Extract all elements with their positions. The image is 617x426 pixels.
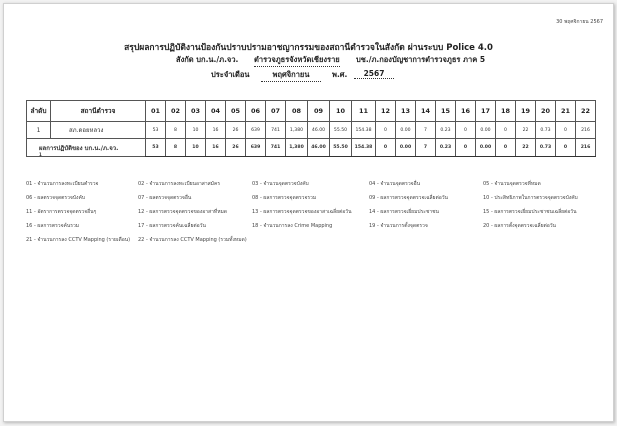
header-cell: 07 [266, 101, 286, 122]
table-cell: 55.50 [330, 122, 352, 139]
header-cell: 10 [330, 101, 352, 122]
table-cell: 46.00 [308, 122, 330, 139]
table-cell: 0.23 [436, 122, 456, 139]
table-cell: 0.00 [476, 139, 496, 157]
table-cell: 0 [556, 122, 576, 139]
table-cell: 0.73 [536, 139, 556, 157]
header-cell: 12 [376, 101, 396, 122]
header-cell: 09 [308, 101, 330, 122]
legend-item: 19 - จำนวนการตั้งจุดตรวจ [369, 223, 428, 229]
header-cell: 18 [496, 101, 516, 122]
year-label: พ.ศ. [332, 70, 348, 79]
header-cell: 04 [206, 101, 226, 122]
affiliation-label: สังกัด บก.น./ภ.จว. [176, 55, 239, 64]
summary-marker: 1 [39, 152, 42, 157]
legend-item: 18 - จำนวนการลง Crime Mapping [252, 223, 333, 229]
table-cell: 0.00 [396, 139, 416, 157]
report-page [3, 3, 614, 422]
header-cell: ลำดับ [27, 101, 51, 122]
table-cell: 22 [516, 122, 536, 139]
header-cell: 11 [352, 101, 376, 122]
month-label: ประจำเดือน [211, 70, 250, 79]
legend-item: 13 - ผลการตรวจจุดตรวจของอาสาเฉลี่ยต่อวัน [252, 209, 352, 215]
table-cell: 16 [206, 122, 226, 139]
legend-item: 16 - ผลการตรวจค้นรวม [26, 223, 80, 229]
affiliation-value: ตำรวจภูธรจังหวัดเชียงราย [254, 54, 340, 67]
results-table [26, 100, 596, 157]
table-cell: 55.50 [330, 139, 352, 157]
legend-item: 02 - จำนวนการลงทะเบียนอาสาสมัคร [138, 181, 221, 187]
report-title: สรุปผลการปฏิบัติงานป้องกันปราบปรามอาชญากรรมของสถานีตำรวจในสังกัด ผ่านระบบ Police 4.0 [124, 43, 493, 53]
header-cell: 13 [396, 101, 416, 122]
station-name: สภ.ดอยหลวง [51, 122, 146, 139]
table-cell: 0.00 [396, 122, 416, 139]
table-cell: 46.00 [308, 139, 330, 157]
table-cell: 7 [416, 139, 436, 157]
table-cell: 0.00 [476, 122, 496, 139]
table-cell: 22 [516, 139, 536, 157]
table-cell: 0 [556, 139, 576, 157]
header-cell: 20 [536, 101, 556, 122]
header-cell: 17 [476, 101, 496, 122]
header-cell: 16 [456, 101, 476, 122]
header-cell: 05 [226, 101, 246, 122]
legend-item: 22 - จำนวนการลง CCTV Mapping (รวมทั้งหมด) [138, 237, 247, 243]
table-cell: 53 [146, 139, 166, 157]
legend-item: 14 - ผลการตรวจเยี่ยมประชาชน [369, 209, 439, 215]
legend-item: 10 - ประสิทธิภาพในการตรวจจุดตรวจบังคับ [483, 195, 578, 201]
header-cell: 03 [186, 101, 206, 122]
table-cell: 26 [226, 122, 246, 139]
table-cell: 10 [186, 122, 206, 139]
table-cell: 10 [186, 139, 206, 157]
legend-item: 01 - จำนวนการลงทะเบียนตำรวจ [26, 181, 99, 187]
table-cell: 8 [166, 139, 186, 157]
table-cell: 0 [376, 139, 396, 157]
year-value: 2567 [354, 69, 394, 79]
summary-label [27, 139, 146, 157]
legend-item: 17 - ผลการตรวจค้นเฉลี่ยต่อวัน [138, 223, 206, 229]
table-cell: 0 [456, 139, 476, 157]
table-cell: 0 [496, 139, 516, 157]
header-cell: 06 [246, 101, 266, 122]
table-cell: 1,380 [286, 139, 308, 157]
row-number: 1 [27, 122, 51, 139]
table-cell: 0.73 [536, 122, 556, 139]
table-cell: 53 [146, 122, 166, 139]
header-cell: 14 [416, 101, 436, 122]
table-cell: 741 [266, 122, 286, 139]
legend-item: 03 - จำนวนจุดตรวจบังคับ [252, 181, 309, 187]
legend-item: 07 - ผลตรวจจุดตรวจอื่น [138, 195, 192, 201]
table-header-row [27, 101, 596, 122]
table-cell: 154.38 [352, 122, 376, 139]
table-cell: 7 [416, 122, 436, 139]
header-cell: 22 [576, 101, 596, 122]
legend-item: 05 - จำนวนจุดตรวจที่หมด [483, 181, 541, 187]
legend-item: 04 - จำนวนจุดตรวจอื่น [369, 181, 420, 187]
legend-item: 20 - ผลการตั้งจุดตรวจเฉลี่ยต่อวัน [483, 223, 556, 229]
table-cell: 16 [206, 139, 226, 157]
header-cell: 19 [516, 101, 536, 122]
report-date: 30 พฤศจิกายน 2567 [556, 19, 603, 25]
month-value: พฤศจิกายน [261, 69, 321, 82]
table-cell: 26 [226, 139, 246, 157]
legend-item: 08 - ผลการตรวจจุดตรวจรวม [252, 195, 317, 201]
table-cell: 0.23 [436, 139, 456, 157]
header-cell: 02 [166, 101, 186, 122]
summary-row [27, 139, 596, 157]
table-cell: 8 [166, 122, 186, 139]
table-row [27, 122, 596, 139]
header-cell: 01 [146, 101, 166, 122]
table-cell: 216 [576, 122, 596, 139]
header-cell: 15 [436, 101, 456, 122]
summary-label-text: ผลการปฏิบัติของ บก.น./ภ.จว. [39, 144, 119, 152]
table-cell: 1,380 [286, 122, 308, 139]
table-cell: 741 [266, 139, 286, 157]
bureau-label: บช./ภ.กองบัญชาการตำรวจภูธร ภาค 5 [356, 55, 486, 64]
table-cell: 216 [576, 139, 596, 157]
legend-item: 11 - อัตราการตรวจจุดตรวจอื่นๆ [26, 209, 97, 215]
header-cell: 08 [286, 101, 308, 122]
table-cell: 154.38 [352, 139, 376, 157]
legend-item: 06 - ผลตรวจจุดตรวจบังคับ [26, 195, 85, 201]
table-cell: 0 [496, 122, 516, 139]
legend-item: 09 - ผลการตรวจจุดตรวจเฉลี่ยต่อวัน [369, 195, 448, 201]
table-cell: 0 [376, 122, 396, 139]
table-cell: 639 [246, 139, 266, 157]
legend-item: 21 - จำนวนการลง CCTV Mapping (รายเดือน) [26, 237, 131, 243]
header-cell: สถานีตำรวจ [51, 101, 146, 122]
table-cell: 0 [456, 122, 476, 139]
legend-item: 15 - ผลการตรวจเยี่ยมประชาชนเฉลี่ยต่อวัน [483, 209, 577, 215]
header-cell: 21 [556, 101, 576, 122]
table-cell: 639 [246, 122, 266, 139]
legend-item: 12 - ผลการตรวจจุดตรวจของอาสาที่หมด [138, 209, 228, 215]
